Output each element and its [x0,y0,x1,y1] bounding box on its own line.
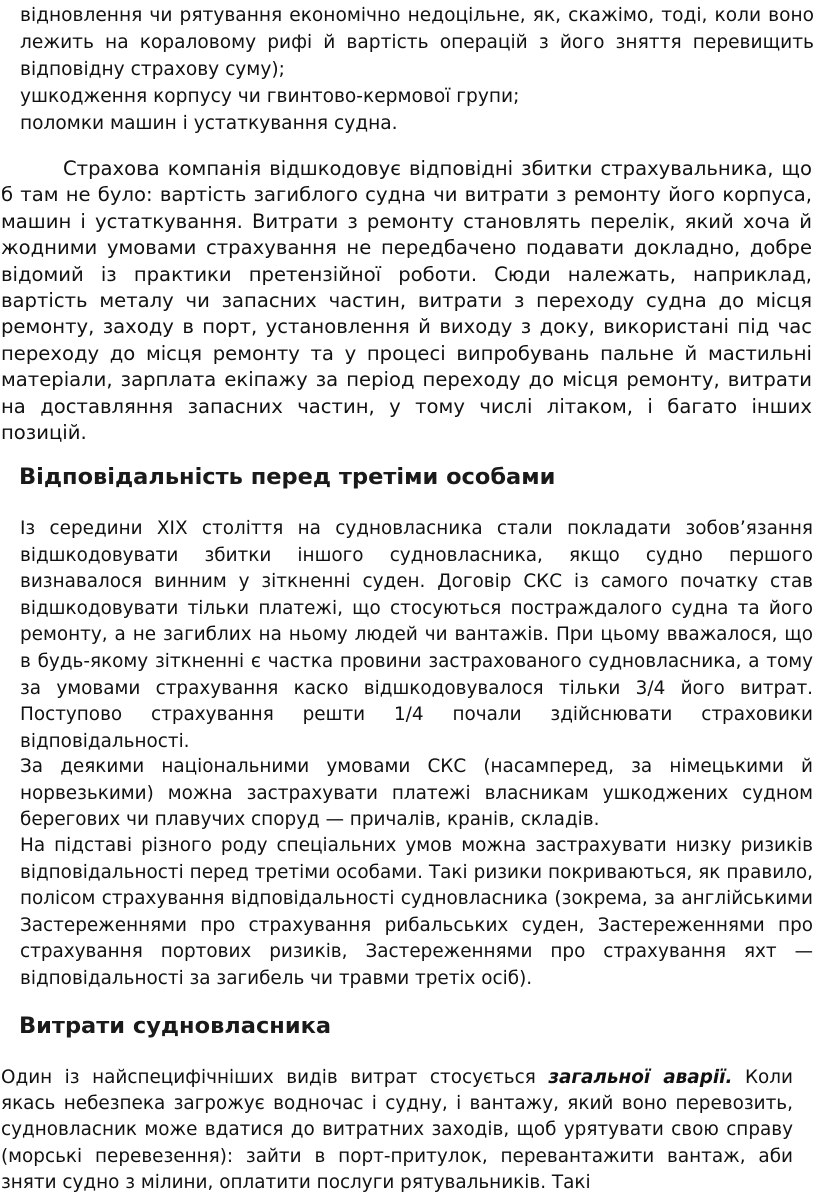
paragraph-general-average [1,1065,793,1196]
paragraph-claims: Страхова компанія відшкодовує відповідні збитки страхувальника, що б там не було: вартість загиблого судна чи витрати з ремонту його корпуса, машин і устаткування. Витрати з ремонту становлять перелік, який хоча й жодними умовами страхування не передбачено подавати докладно, добре відомий із практики претензійної роботи. Сюди належать, наприклад, вартість металу чи запасних частин, витрати з переходу судна до місця ремонту, заходу в порт, установлення й виходу з доку, використані під час переходу до місця ремонту та у процесі випробувань пальне й мастильні матеріали, зарплата екіпажу за період переходу до місця ремонту, витрати на доставляння запасних частин, у тому числі літаком, і багато інших позицій. [1,157,812,445]
heading-shipowner-expenses: Витрати судновласника [19,1013,332,1039]
general-average-text-after: Коли якась небезпека загрожує водночас і судну, і вантажу, який воно перевозить, судновласник може вдатися до витратних заходів, щоб урятувати свою справу (морські перевезення): зайти в порт-притулок, перевантажити вантаж, аби зняти судно з мілини, оплатити послуги рятувальників. Такі [1,1067,793,1193]
heading-third-party-liability: Відповідальність перед третіми особами [19,464,556,490]
paragraph-liability-special: На підставі різного роду спеціальних умов можна застрахувати низку ризиків відповідальності перед третіми особами. Такі ризики покриваються, як правило, полісом страхування відповідальності судновласника (зокрема, за англійськими Застереженнями про страхування рибальських суден, Застереженнями про страхування портових ризиків, Застереженнями про страхування яхт — відповідальності за загибель чи травми третіх осіб). [20,835,813,989]
paragraph-liability-history: Із середини XIX століття на судновласника стали покладати зобов’язання відшкодовувати збитки іншого судновласника, якщо судно першого визнавалося винним у зіткненні суден. Договір СКС із самого початку став відшкодовувати тільки платежі, що стосуються постраждалого судна та його ремонту, а не загиблих на ньому людей чи вантажів. При цьому вважалося, що в будь-якому зіткненні є частка провини застрахованого судновласника, а тому за умовами страхування каско відшкодовувалося тільки 3/4 його витрат. Поступово страхування решти 1/4 почали здійснювати страховики відповідальності. [20,518,813,752]
paragraph-intro-continuation: відновлення чи рятування економічно недоцільне, як, скажімо, тоді, коли воно лежить на кораловому рифі й вартість операцій з його зняття перевищить відповідну страхову суму); [20,5,814,80]
general-average-term: загальної аварії. [548,1067,733,1088]
paragraph-liability-national: За деякими національними умовами СКС (насамперед, за німецькими й норвезькими) можна застрахувати платежі власникам ушкоджених судном берегових чи плавучих споруд — причалів, кранів, складів. [20,756,813,831]
paragraph-hull-damage: ушкодження корпусу чи гвинтово-кермової групи; [20,86,520,107]
paragraph-machinery-breakdown: поломки машин і устаткування судна. [20,113,398,134]
general-average-text-before: Один із найспецифічніших видів витрат стосується [1,1067,549,1088]
